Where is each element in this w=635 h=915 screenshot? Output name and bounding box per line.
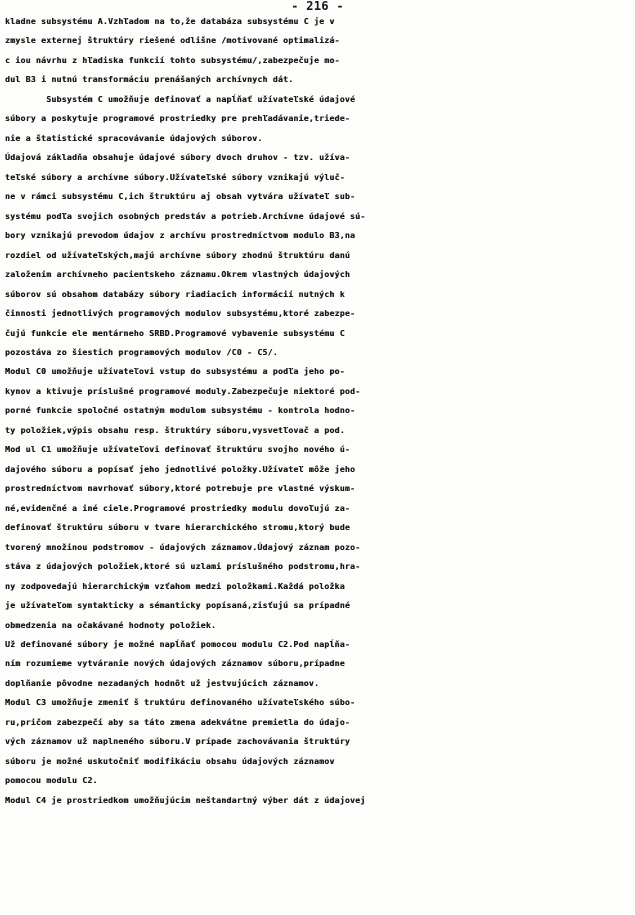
text-line: vých záznamov už naplneného súboru.V prípade zachovávania štruktúry: [5, 736, 351, 747]
text-line: Mod ul C1 umožňuje užívateľovi definovať štruktúru svojho nového ú-: [5, 444, 351, 455]
text-line: Údajová základňa obsahuje údajové súbory dvoch druhov - tzv. užíva-: [5, 152, 351, 163]
text-line: ním rozumieme vytváranie nových údajových záznamov súboru,prípadne: [5, 658, 345, 669]
text-line: Subsystém C umožňuje definovať a napĺňať užívateľské údajové: [5, 93, 356, 104]
text-line: súboru je možné uskutočniť modifikáciu obsahu údajových záznamov: [5, 755, 335, 766]
text-line: je užívateľom syntakticky a sémanticky popísaná,zisťujú sa prípadné: [5, 600, 351, 611]
body-text: [5, 12, 635, 810]
text-line: činnosti jednotlivých programových modulov subsystému,ktoré zabezpe-: [5, 308, 356, 319]
text-line: rozdiel od užívateľských,majú archívne súbory zhodnú štruktúru danú: [5, 249, 351, 260]
page-number: - 216 -: [291, 0, 344, 13]
text-line: Už definované súbory je možné napĺňať pomocou modulu C2.Pod napĺňa-: [5, 639, 351, 649]
text-line: nie a štatistické spracovávanie údajových súborov.: [5, 132, 263, 143]
text-line: teľské súbory a archívne súbory.Užívateľské súbory vznikajú výluč-: [5, 171, 345, 182]
text-line: pomocou modulu C2.: [5, 775, 98, 786]
text-line: tvorený množinou podstromov - údajových záznamov.Údajový záznam pozo-: [5, 541, 361, 552]
text-line: dul B3 i nutnú transformáciu prenášaných archívnych dát.: [5, 74, 294, 85]
text-line: prostredníctvom navrhovať súbory,ktoré potrebuje pre vlastné výskum-: [5, 483, 356, 494]
text-line: kynov a ktivuje príslušné programové moduly.Zabezpečuje niektoré pod-: [5, 385, 361, 396]
text-line: súborov sú obsahom databázy súbory riadiacich informácií nutných k: [5, 288, 345, 299]
text-line: Modul C3 umožňuje zmeniť š truktúru definovaného užívateľského súbo-: [5, 697, 356, 708]
text-line: stáva z údajových položiek,ktoré sú uzlami príslušného podstromu,hra-: [5, 561, 361, 572]
text-line: ty položiek,výpis obsahu resp. štruktúry súboru,vysvetľovač a pod.: [5, 424, 345, 435]
text-line: Modul C0 umožňuje užívateľovi vstup do subsystému a podľa jeho po-: [5, 366, 345, 377]
text-line: Modul C4 je prostriedkom umožňujúcim neštandartný výber dát z údajovej: [5, 794, 366, 805]
text-line: čujú funkcie ele mentárneho SRBD.Programové vybavenie subsystému C: [5, 327, 345, 338]
text-line: ny zodpovedajú hierarchickým vzťahom medzi položkami.Každá položka: [5, 580, 345, 591]
text-line: systému podľa svojich osobných predstáv a potrieb.Archívne údajové sú-: [5, 210, 366, 221]
text-line: c iou návrhu z hľadiska funkcií tohto subsystému/,zabezpečuje mo-: [5, 54, 340, 65]
text-line: porné funkcie spoločné ostatným modulom subsystému - kontrola hodno-: [5, 405, 356, 416]
text-line: dajového súboru a popísať jeho jednotlivé položky.Užívateľ môže jeho: [5, 463, 356, 474]
text-line: zmysle externej štruktúry riešené odlišne /motivované optimalizá-: [5, 35, 340, 46]
text-line: doplňanie pôvodne nezadaných hodnôt už jestvujúcich záznamov.: [5, 677, 320, 688]
text-line: bory vznikajú prevodom údajov z archívu prostredníctvom modulo B3,na: [5, 230, 356, 241]
text-line: kladne subsystému A.Vzhľadom na to,že databáza subsystému C je v: [5, 16, 335, 26]
text-line: ru,pričom zabezpečí aby sa táto zmena adekvátne premietla do údajo-: [5, 716, 351, 727]
text-line: definovať štruktúru súboru v tvare hierarchického stromu,ktorý bude: [5, 522, 351, 533]
text-line: né,evidenčné a iné ciele.Programové prostriedky modulu dovoľujú za-: [5, 502, 351, 513]
text-line: obmedzenia na očakávané hodnoty položiek.: [5, 619, 217, 630]
text-line: pozostáva zo šiestich programových modulov /C0 - C5/.: [5, 346, 278, 357]
text-line: založením archívneho pacientskeho záznamu.Okrem vlastných údajových: [5, 269, 351, 280]
text-line: súbory a poskytuje programové prostriedky pre prehľadávanie,triede-: [5, 113, 351, 124]
text-line: ne v rámci subsystému C,ich štruktúru aj obsah vytvára užívateľ sub-: [5, 191, 356, 202]
